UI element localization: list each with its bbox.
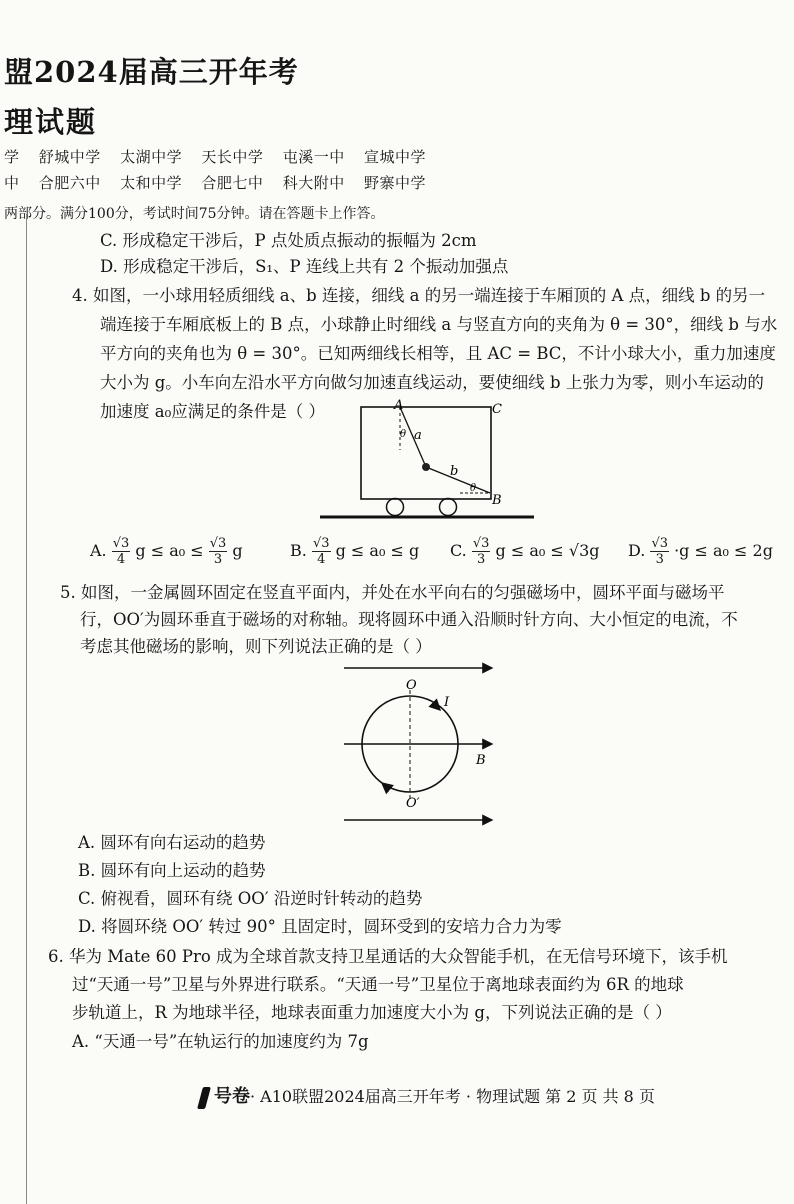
label-string-a: a: [414, 428, 422, 443]
fraction-denominator: 4: [317, 552, 326, 567]
label-o: O: [406, 678, 417, 693]
label-b-point: B: [492, 493, 502, 508]
q6-stem-line-1: 6. 华为 Mate 60 Pro 成为全球首款支持卫星通话的大众智能手机，在无信号环境下，该手机: [48, 947, 728, 966]
q4-option-c: [450, 536, 599, 567]
q4-option-b: [290, 536, 419, 567]
school-name: 科大附中: [282, 174, 345, 192]
school-name: 天长中学: [201, 148, 264, 166]
q5-option-d: D. 将圆环绕 OO′ 转过 90° 且固定时，圆环受到的安培力合力为零: [78, 917, 562, 936]
q6-option-a: A. “天通一号”在轨运行的加速度约为 7g: [72, 1032, 369, 1051]
q5-option-c: C. 俯视看，圆环有绕 OO′ 沿逆时针转动的趋势: [78, 889, 423, 908]
q4-option-d: [628, 536, 773, 567]
q3-option-c: C. 形成稳定干涉后，P 点处质点振动的振幅为 2cm: [100, 231, 477, 250]
q5-stem-line-2: 行，OO′为圆环垂直于磁场的对称轴。现将圆环中通入沿顺时针方向、大小恒定的电流，不: [80, 610, 738, 629]
q4-stem-line-5: 加速度 a₀应满足的条件是（ ）: [100, 402, 325, 421]
wheel-right: [440, 499, 457, 516]
q6-stem-line-3: 步轨道上，R 为地球半径，地球表面重力加速度大小为 g，下列说法正确的是（ ）: [72, 1003, 672, 1022]
option-text: g ≤ a₀ ≤: [135, 541, 204, 560]
option-text: g ≤ a₀ ≤ g: [335, 541, 420, 560]
label-a-point: A: [394, 398, 404, 413]
fraction-numerator: √3: [472, 536, 490, 551]
wheel-left: [387, 499, 404, 516]
option-letter: C.: [450, 541, 467, 560]
q6-stem-line-2: 过“天通一号”卫星与外界进行联系。“天通一号”卫星位于离地球表面约为 6R 的地球: [72, 975, 684, 994]
q5-option-a: A. 圆环有向右运动的趋势: [78, 833, 266, 852]
q5-option-b: B. 圆环有向上运动的趋势: [78, 861, 266, 880]
school-name: 野寨中学: [363, 174, 426, 192]
exam-title: 盟2024届高三开年考: [4, 55, 299, 89]
q5-stem-line-1: 5. 如图，一金属圆环固定在竖直平面内，并处在水平向右的匀强磁场中，圆环平面与磁场平: [60, 583, 725, 602]
q5-stem-line-3: 考虑其他磁场的影响，则下列说法正确的是（ ）: [80, 637, 432, 656]
fraction: [312, 536, 331, 567]
school-name: 太湖中学: [120, 148, 183, 166]
school-name: 合肥六中: [38, 174, 101, 192]
q4-stem-line-2: 端连接于车厢底板上的 B 点，小球静止时细线 a 与竖直方向的夹角为 θ = 30°，细线 b 与水: [100, 315, 778, 334]
school-name: 屯溪一中: [282, 148, 345, 166]
q4-option-a: [90, 536, 243, 567]
q4-cart-figure: [320, 395, 550, 525]
fraction: [209, 536, 228, 567]
school-name: 太和中学: [120, 174, 183, 192]
fraction: [112, 536, 131, 567]
school-name: 中: [4, 174, 20, 192]
label-current: I: [444, 695, 450, 710]
label-o-prime: O′: [406, 796, 420, 811]
q4-stem-line-1: 4. 如图，一小球用轻质细线 a、b 连接，细线 a 的另一端连接于车厢顶的 A 点，细线 b 的另一: [72, 286, 766, 305]
label-c-point: C: [492, 402, 502, 417]
page-footer: [200, 1082, 655, 1109]
q4-stem-line-4: 大小为 g。小车向左沿水平方向做匀加速直线运动，要使细线 b 上张力为零，则小车运动的: [100, 373, 764, 392]
label-string-b: b: [450, 464, 459, 479]
school-name: 舒城中学: [38, 148, 101, 166]
option-text: g ≤ a₀ ≤ √3g: [495, 541, 600, 560]
q4-stem-line-3: 平方向的夹角也为 θ = 30°。已知两细线长相等，且 AC = BC，不计小球大小，重力加速度: [100, 344, 776, 363]
option-text: ·g ≤ a₀ ≤ 2g: [674, 541, 773, 560]
fraction-numerator: √3: [312, 536, 330, 551]
q3-option-d: D. 形成稳定干涉后，S₁、P 连线上共有 2 个振动加强点: [100, 257, 509, 276]
school-list-row-1: [4, 146, 440, 167]
brand-name: 号卷: [214, 1086, 250, 1107]
fraction-numerator: √3: [112, 536, 130, 551]
option-letter: A.: [90, 541, 107, 560]
option-letter: B.: [290, 541, 307, 560]
fraction: [650, 536, 669, 567]
option-letter: D.: [628, 541, 646, 560]
exam-subject-title: 理试题: [4, 105, 98, 139]
fraction-denominator: 3: [655, 552, 664, 567]
fraction-denominator: 4: [116, 552, 126, 567]
school-name: 合肥七中: [201, 174, 264, 192]
footer-text: · A10联盟2024届高三开年考 · 物理试题 第 2 页 共 8 页: [250, 1087, 655, 1106]
label-theta-top: θ: [400, 429, 407, 440]
exam-instructions: 两部分。满分100分，考试时间75分钟。请在答题卡上作答。: [4, 206, 385, 222]
brand-logo-icon: [197, 1087, 211, 1109]
fraction-numerator: √3: [651, 536, 668, 551]
label-b-field: B: [476, 753, 486, 768]
fraction-numerator: √3: [209, 536, 227, 551]
label-theta-bottom: θ: [470, 483, 477, 494]
fraction: [472, 536, 491, 567]
ball: [422, 463, 430, 471]
page-edge-line: [26, 214, 33, 1204]
fraction-denominator: 3: [213, 552, 223, 567]
school-list-row-2: [4, 172, 440, 193]
fraction-denominator: 3: [477, 552, 486, 567]
school-name: 学: [4, 148, 20, 166]
school-name: 宣城中学: [363, 148, 426, 166]
q5-ring-figure: [330, 660, 510, 830]
option-text: g: [232, 541, 243, 560]
